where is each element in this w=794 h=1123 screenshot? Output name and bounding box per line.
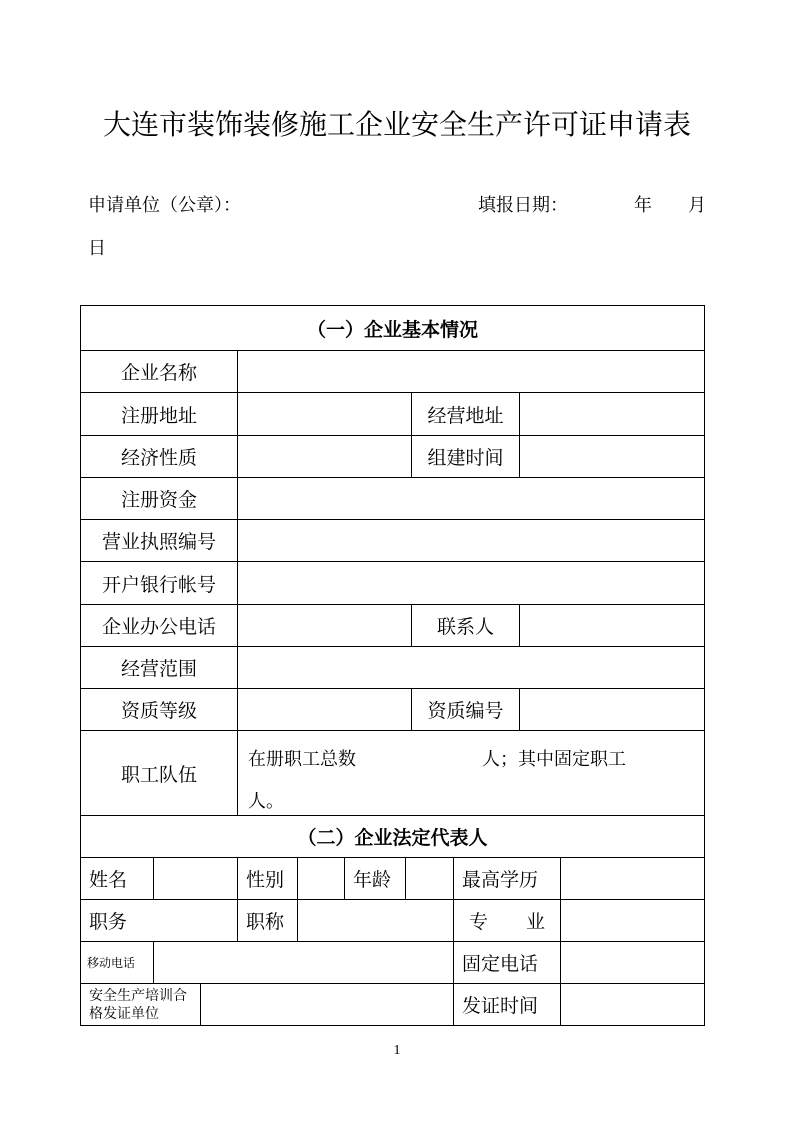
biz-scope-label: 经营范围	[120, 658, 197, 680]
applicant-label: 申请单位（公章）：	[88, 195, 241, 216]
issue-date-field[interactable]	[561, 984, 704, 1025]
reg-address-label: 注册地址	[120, 404, 197, 427]
license-no-label: 营业执照编号	[101, 531, 216, 553]
bank-account-field[interactable]	[238, 562, 704, 604]
license-no-field[interactable]	[238, 520, 704, 561]
staff-label: 职工队伍	[120, 763, 197, 786]
issue-date-label: 发证时间	[462, 995, 539, 1017]
major-label: 专 业	[468, 911, 545, 933]
page-title: 大连市装饰装修施工企业安全生产许可证申请表	[102, 108, 691, 141]
title-field[interactable]	[298, 900, 453, 941]
gender-label: 性别	[246, 869, 285, 891]
company-name-label: 企业名称	[120, 362, 197, 384]
gender-field[interactable]	[298, 858, 344, 899]
office-phone-field[interactable]	[238, 605, 411, 646]
age-label: 年龄	[353, 869, 392, 891]
section2-header: （二）企业法定代表人	[297, 827, 488, 849]
education-label: 最高学历	[462, 869, 539, 891]
founded-label: 组建时间	[427, 447, 504, 469]
position-label: 职务	[89, 911, 128, 933]
qual-level-label: 资质等级	[120, 700, 197, 722]
qual-no-field[interactable]	[520, 689, 704, 730]
founded-field[interactable]	[520, 436, 704, 477]
biz-address-field[interactable]	[520, 393, 704, 435]
qual-no-label: 资质编号	[427, 700, 504, 722]
mobile-label: 移动电话	[87, 956, 136, 970]
major-field[interactable]	[561, 900, 704, 941]
title-label: 职称	[246, 911, 285, 933]
fill-date-label: 填报日期：	[478, 195, 568, 216]
qual-level-field[interactable]	[238, 689, 411, 730]
age-field[interactable]	[406, 858, 453, 899]
staff-text[interactable]: 在册职工总数 人；其中固定职工 人。	[248, 749, 698, 812]
reg-capital-field[interactable]	[238, 478, 704, 519]
landline-field[interactable]	[561, 942, 704, 983]
office-phone-label: 企业办公电话	[101, 616, 216, 638]
company-name-field[interactable]	[238, 351, 704, 392]
month-label: 月	[688, 195, 706, 216]
section1-header: （一）企业基本情况	[306, 318, 478, 341]
day-label: 日	[88, 238, 106, 259]
econ-nature-label: 经济性质	[120, 447, 197, 469]
page-number: 1	[393, 1043, 401, 1058]
biz-address-label: 经营地址	[427, 404, 504, 427]
year-label: 年	[634, 195, 652, 216]
name-field[interactable]	[154, 858, 237, 899]
contact-label: 联系人	[436, 616, 494, 638]
contact-field[interactable]	[520, 605, 704, 646]
econ-nature-field[interactable]	[238, 436, 411, 477]
education-field[interactable]	[561, 858, 704, 899]
reg-capital-label: 注册资金	[120, 489, 197, 511]
bank-account-label: 开户银行帐号	[101, 573, 216, 596]
name-label: 姓名	[89, 869, 128, 891]
mobile-field[interactable]	[154, 942, 453, 983]
landline-label: 固定电话	[462, 953, 539, 975]
training-unit-label: 安全生产培训合格发证单位	[89, 987, 187, 1022]
reg-address-field[interactable]	[238, 393, 411, 435]
biz-scope-field[interactable]	[238, 647, 704, 688]
training-unit-field[interactable]	[201, 984, 453, 1025]
